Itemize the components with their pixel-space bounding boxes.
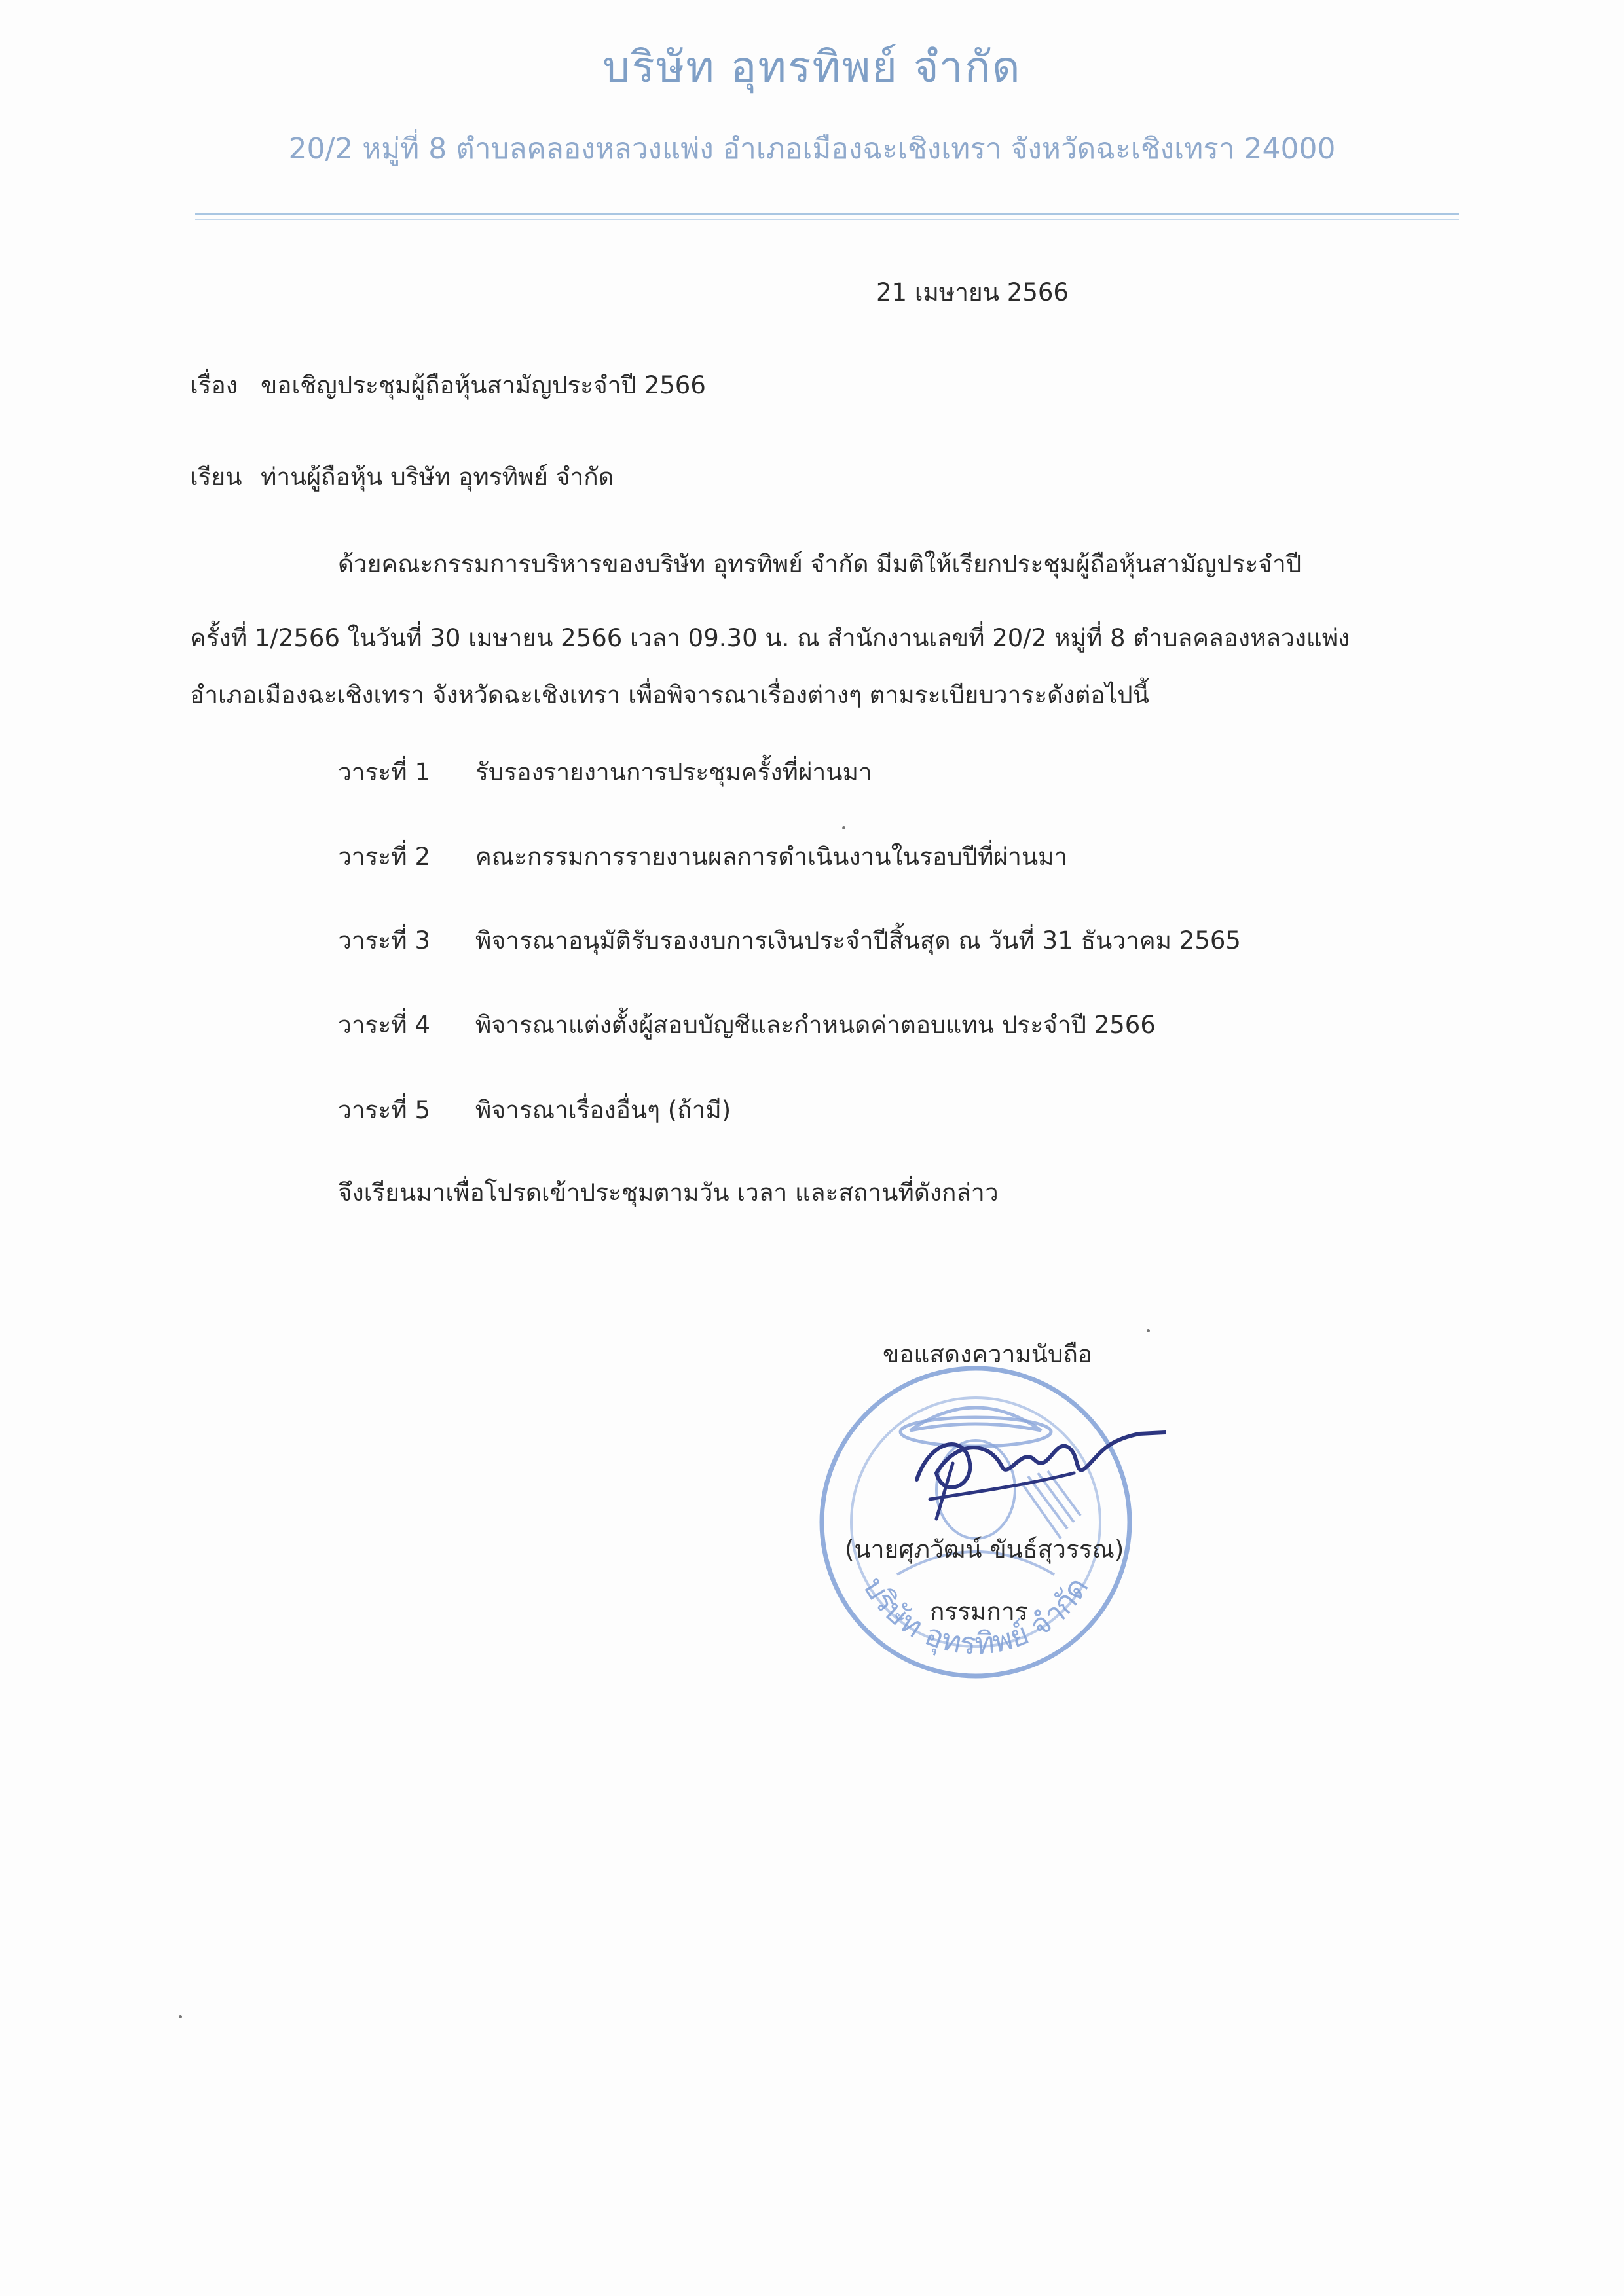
body-line-1: ด้วยคณะกรรมการบริหารของบริษัท อุทรทิพย์ จำกัด มีมติให้เรียกประชุมผู้ถือหุ้นสามัญประจำปี — [338, 550, 1302, 578]
agenda-item-2-text: คณะกรรมการรายงานผลการดำเนินงานในรอบปีที่ผ่านมา — [475, 843, 1068, 871]
agenda-item-4-number: วาระที่ 4 — [338, 1011, 430, 1039]
body-line-2: ครั้งที่ 1/2566 ในวันที่ 30 เมษายน 2566 เวลา 09.30 น. ณ สำนักงานเลขที่ 20/2 หมู่ที่ 8 ตำบลคลองหลวงแพ่ง — [190, 624, 1350, 652]
stamp-text: บริษัท อุทรทิพย์ จำกัด — [856, 1570, 1096, 1662]
signer-name: (นายศุภวัฒน์ ขันธ์สุวรรณ) — [845, 1535, 1124, 1563]
subject-text: ขอเชิญประชุมผู้ถือหุ้นสามัญประจำปี 2566 — [261, 371, 706, 399]
letterhead-address: 20/2 หมู่ที่ 8 ตำบลคลองหลวงแพ่ง อำเภอเมืองฉะเชิงเทรา จังหวัดฉะเชิงเทรา 24000 — [288, 132, 1336, 166]
agenda-item-1-text: รับรองรายงานการประชุมครั้งที่ผ่านมา — [475, 758, 872, 786]
recipient-label: เรียน — [190, 463, 242, 491]
agenda-item-5-number: วาระที่ 5 — [338, 1096, 430, 1124]
scan-speck — [842, 826, 845, 829]
subject-label: เรื่อง — [190, 371, 238, 399]
letter-date: 21 เมษายน 2566 — [876, 278, 1069, 306]
agenda-item-5-text: พิจารณาเรื่องอื่นๆ (ถ้ามี) — [475, 1096, 731, 1124]
agenda-item-3-number: วาระที่ 3 — [338, 926, 430, 955]
letterhead-divider-secondary — [195, 219, 1459, 220]
regards-line: ขอแสดงความนับถือ — [883, 1340, 1093, 1368]
agenda-item-2-number: วาระที่ 2 — [338, 843, 430, 871]
signer-title: กรรมการ — [930, 1597, 1028, 1626]
scan-speck — [179, 2015, 182, 2018]
recipient-text: ท่านผู้ถือหุ้น บริษัท อุทรทิพย์ จำกัด — [261, 463, 614, 491]
agenda-item-4-text: พิจารณาแต่งตั้งผู้สอบบัญชีและกำหนดค่าตอบแทน ประจำปี 2566 — [475, 1011, 1156, 1039]
handwritten-signature — [891, 1401, 1166, 1532]
letterhead-divider — [195, 213, 1459, 215]
body-line-3: อำเภอเมืองฉะเชิงเทรา จังหวัดฉะเชิงเทรา เพื่อพิจารณาเรื่องต่างๆ ตามระเบียบวาระดังต่อไปนี้ — [190, 681, 1149, 709]
letterhead-company-name: บริษัท อุทรทิพย์ จำกัด — [602, 42, 1022, 92]
closing-sentence: จึงเรียนมาเพื่อโปรดเข้าประชุมตามวัน เวลา และสถานที่ดังกล่าว — [338, 1178, 999, 1207]
scan-speck — [1147, 1329, 1150, 1332]
agenda-item-3-text: พิจารณาอนุมัติรับรองงบการเงินประจำปีสิ้นสุด ณ วันที่ 31 ธันวาคม 2565 — [475, 926, 1241, 955]
agenda-item-1-number: วาระที่ 1 — [338, 758, 430, 786]
